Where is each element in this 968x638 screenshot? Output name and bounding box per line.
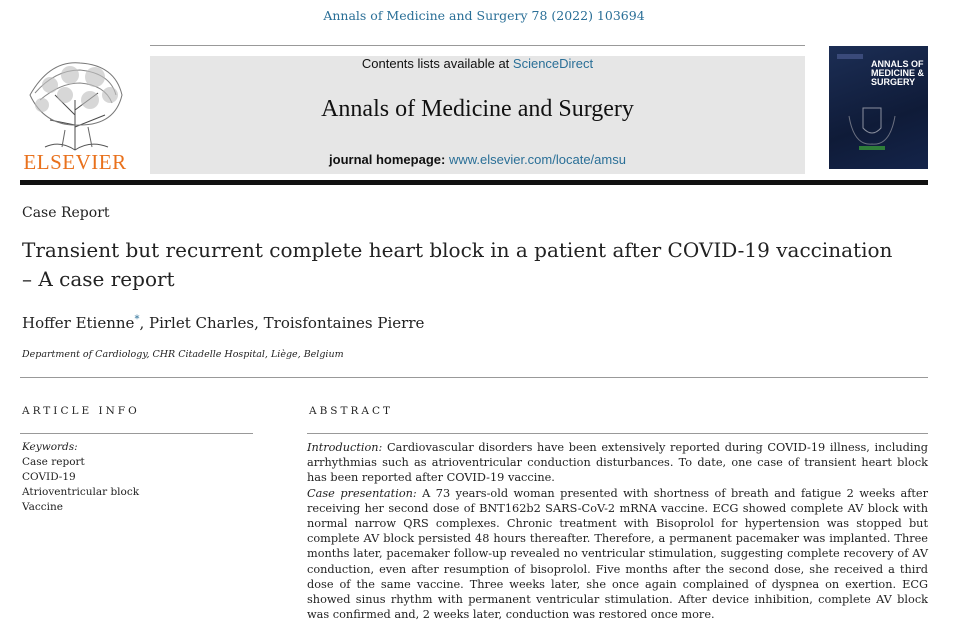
abstract-case-presentation bbox=[307, 486, 928, 623]
homepage-line bbox=[150, 152, 805, 167]
corresponding-author-marker[interactable]: * bbox=[134, 314, 140, 325]
cover-crest-icon bbox=[829, 46, 928, 169]
keywords-label: Keywords: bbox=[22, 441, 78, 453]
abstract-section-label: Introduction: bbox=[307, 441, 383, 454]
article-info-divider bbox=[20, 433, 253, 434]
contents-prefix: Contents lists available at bbox=[361, 56, 513, 71]
journal-banner bbox=[150, 56, 805, 174]
keyword-item: Vaccine bbox=[22, 501, 63, 513]
abstract-divider bbox=[307, 433, 928, 434]
keyword-item: COVID-19 bbox=[22, 471, 76, 483]
section-divider bbox=[20, 377, 928, 378]
article-info-heading: ARTICLE INFO bbox=[22, 405, 140, 417]
abstract-section-text: Cardiovascular disorders have been extensively reported during COVID-19 illness, including arrhythmias such as atrioventricular conduction disturbances. To date, one case of transient heart block has been reported after COVID-19 vaccine. bbox=[307, 441, 928, 485]
sciencedirect-link[interactable]: ScienceDirect bbox=[512, 56, 594, 71]
homepage-link[interactable]: www.elsevier.com/locate/amsu bbox=[448, 152, 626, 167]
article-title: Transient but recurrent complete heart block in a patient after COVID-19 vaccination – A case report bbox=[22, 238, 893, 291]
author-name[interactable]: Hoffer Etienne bbox=[22, 314, 135, 332]
journal-citation[interactable]: Annals of Medicine and Surgery 78 (2022) 103694 bbox=[323, 8, 645, 23]
author-list bbox=[22, 314, 424, 332]
abstract-section-label: Case presentation: bbox=[307, 486, 417, 500]
keyword-item: Atrioventricular block bbox=[22, 486, 140, 498]
abstract-section-text: A 73 years-old woman presented with shortness of breath and fatigue 2 weeks after receiving her second dose of BNT162b2 SARS-CoV-2 mRNA vaccine. ECG showed complete AV block with normal narrow QRS complexes. Chronic treatment with Bisoprolol for hypertension was stopped but complete AV block persisted 48 hours thereafter. Therefore, a permanent pacemaker was implanted. Three months later, pacemaker follow-up revealed no ventricular stimulation, suggesting complete recovery of AV conduction, even after resumption of bisoprolol. Five months after the second dose, she received a third dose of the same vaccine. Three weeks later, she once again complained of dyspnea on exertion. ECG showed sinus rhythm with permanent ventricular stimulation. After device inhibition, complete AV block was confirmed and, 2 weeks later, conduction was restored once more. bbox=[307, 486, 928, 622]
cover-title: ANNALS OF MEDICINE & SURGERY bbox=[871, 59, 925, 87]
keywords-block bbox=[22, 440, 139, 515]
abstract-body bbox=[307, 440, 928, 622]
contents-line bbox=[150, 56, 805, 71]
elsevier-wordmark: ELSEVIER bbox=[23, 150, 127, 174]
journal-cover-image[interactable] bbox=[829, 46, 928, 169]
header-thick-rule bbox=[20, 180, 928, 185]
journal-title: Annals of Medicine and Surgery bbox=[321, 96, 634, 122]
author-names-rest[interactable]: , Pirlet Charles, Troisfontaines Pierre bbox=[139, 314, 425, 332]
article-type: Case Report bbox=[22, 205, 110, 221]
header-divider bbox=[150, 45, 805, 46]
author-affiliation: Department of Cardiology, CHR Citadelle Hospital, Liège, Belgium bbox=[22, 349, 344, 360]
abstract-introduction bbox=[307, 440, 928, 486]
keyword-item: Case report bbox=[22, 456, 85, 468]
abstract-heading: ABSTRACT bbox=[309, 405, 394, 417]
homepage-prefix: journal homepage: bbox=[329, 152, 449, 167]
